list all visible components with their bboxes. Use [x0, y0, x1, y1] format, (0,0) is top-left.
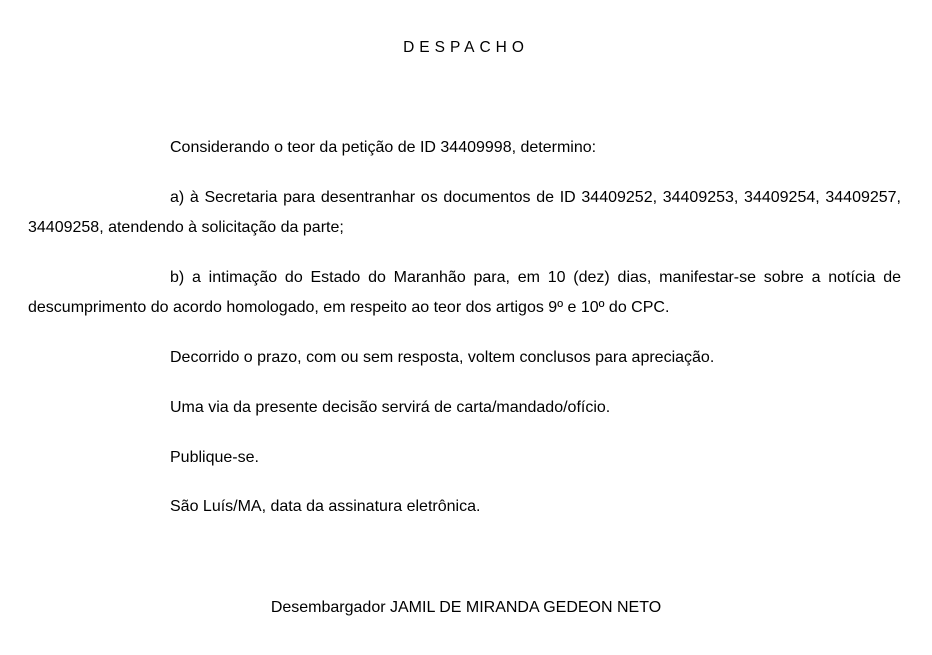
paragraph-item-b: b) a intimação do Estado do Maranhão para, em 10 (dez) dias, manifestar-se sobre a notícia de descumprimento do acordo homologado, em respeito ao teor dos artigos 9º e 10º do CPC. [28, 269, 901, 316]
paragraph-item-a: a) à Secretaria para desentranhar os documentos de ID 34409252, 34409253, 34409254, 34409257, 34409258, atendendo à solicitação da parte; [28, 189, 901, 236]
paragraph-uma-via: Uma via da presente decisão servirá de carta/mandado/ofício. [170, 399, 611, 416]
paragraph-publique: Publique-se. [170, 449, 259, 466]
document-title: DESPACHO [403, 39, 529, 56]
paragraph-place-date: São Luís/MA, data da assinatura eletrônica. [170, 498, 481, 515]
paragraph-decorrido: Decorrido o prazo, com ou sem resposta, voltem conclusos para apreciação. [170, 349, 715, 366]
signature-line: Desembargador JAMIL DE MIRANDA GEDEON NETO [270, 599, 662, 616]
paragraph-considerando: Considerando o teor da petição de ID 34409998, determino: [170, 139, 597, 156]
